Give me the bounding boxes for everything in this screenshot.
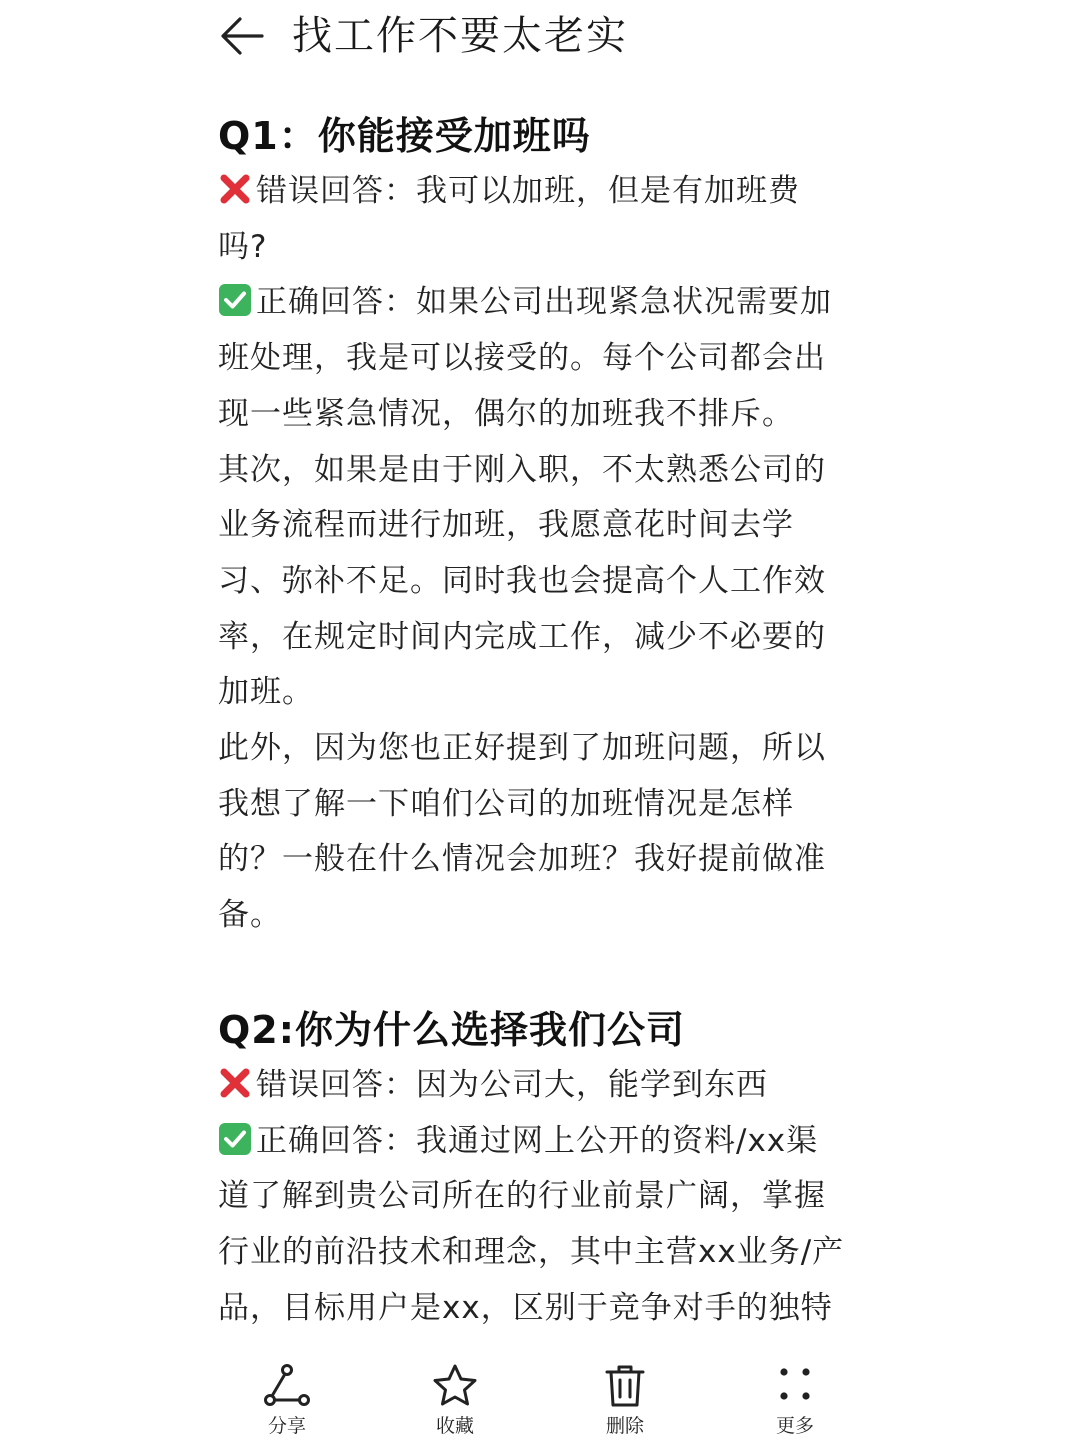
text-line: 其次，如果是由于刚入职，不太熟悉公司的 bbox=[218, 451, 826, 488]
share-icon bbox=[262, 1362, 312, 1410]
text-line: 品，目标用户是xx，区别于竞争对手的独特 bbox=[218, 1289, 833, 1326]
article-body bbox=[218, 108, 868, 1336]
wrong-answer-label: 错误回答： bbox=[256, 1066, 416, 1103]
share-button[interactable] bbox=[232, 1362, 342, 1440]
text-line: 加班。 bbox=[218, 674, 314, 711]
question-2-title: Q2:你为什么选择我们公司 bbox=[218, 1007, 685, 1052]
more-dots-icon bbox=[770, 1362, 820, 1410]
text-line: 备。 bbox=[218, 897, 282, 934]
header bbox=[0, 0, 1080, 80]
back-arrow-icon[interactable] bbox=[218, 14, 266, 58]
more-label: 更多 bbox=[775, 1415, 814, 1437]
trash-icon bbox=[600, 1362, 650, 1410]
text-line: 我想了解一下咱们公司的加班情况是怎样 bbox=[218, 785, 794, 822]
text-line: 业务流程而进行加班，我愿意花时间去学 bbox=[218, 507, 794, 544]
delete-button[interactable] bbox=[570, 1362, 680, 1440]
favorite-button[interactable] bbox=[400, 1362, 510, 1440]
q2-right-answer bbox=[218, 1114, 868, 1170]
wrong-answer-label: 错误回答： bbox=[256, 173, 416, 209]
text-line: 的？一般在什么情况会加班？我好提前做准 bbox=[218, 841, 826, 878]
share-label: 分享 bbox=[267, 1415, 306, 1437]
right-answer-text: 我通过网上公开的资料/xx渠 bbox=[416, 1122, 819, 1159]
more-button[interactable] bbox=[740, 1362, 850, 1440]
text-line: 率，在规定时间内完成工作，减少不必要的 bbox=[218, 618, 826, 655]
section-gap bbox=[218, 944, 868, 1002]
text-line: 行业的前沿技术和理念，其中主营xx业务/产 bbox=[218, 1233, 845, 1270]
star-icon bbox=[430, 1362, 480, 1410]
page-title: 找工作不要太老实 bbox=[292, 13, 628, 59]
right-answer-label: 正确回答： bbox=[256, 1122, 416, 1159]
right-answer-label: 正确回答： bbox=[256, 284, 416, 321]
cross-mark-icon bbox=[218, 172, 252, 206]
q2-wrong-answer bbox=[218, 1058, 868, 1114]
wrong-answer-text: 因为公司大，能学到东西 bbox=[416, 1066, 768, 1103]
cross-mark-icon bbox=[218, 1066, 252, 1100]
delete-label: 删除 bbox=[605, 1415, 644, 1437]
right-answer-text: 如果公司出现紧急状况需要加 bbox=[416, 284, 832, 321]
q1-wrong-answer bbox=[218, 164, 868, 220]
text-line: 习、弥补不足。同时我也会提高个人工作效 bbox=[218, 562, 826, 599]
check-mark-icon bbox=[218, 1122, 252, 1156]
q1-wrong-answer-cont: 吗? bbox=[218, 228, 268, 265]
text-line: 此外，因为您也正好提到了加班问题，所以 bbox=[218, 730, 826, 767]
q1-right-answer bbox=[218, 275, 868, 331]
check-mark-icon bbox=[218, 283, 252, 317]
text-line: 道了解到贵公司所在的行业前景广阔，掌握 bbox=[218, 1178, 826, 1215]
text-line: 现一些紧急情况，偶尔的加班我不排斥。 bbox=[218, 395, 794, 432]
bottom-toolbar bbox=[0, 1348, 1080, 1440]
text-line: 班处理，我是可以接受的。每个公司都会出 bbox=[218, 340, 826, 377]
favorite-label: 收藏 bbox=[435, 1415, 474, 1437]
question-1-title: Q1：你能接受加班吗 bbox=[218, 114, 591, 158]
wrong-answer-text: 我可以加班，但是有加班费 bbox=[416, 173, 800, 209]
